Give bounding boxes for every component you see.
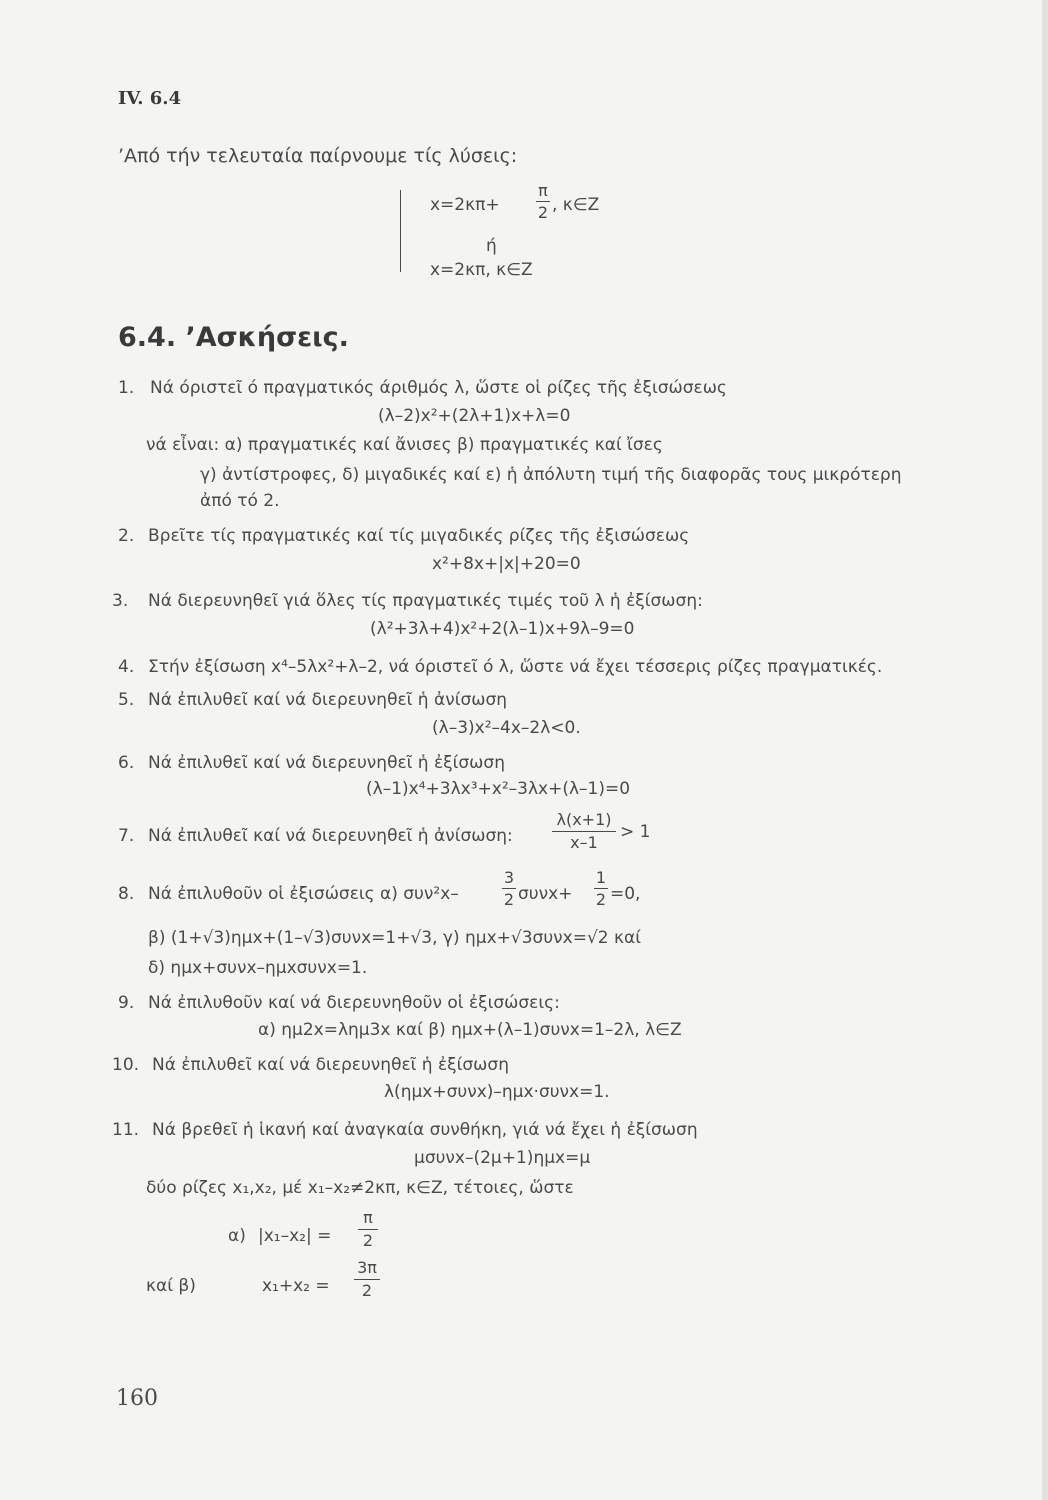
exercise-11-number: 11. [112, 1120, 140, 1140]
exercise-3-text: Νά διερευνηθεῖ γιά ὅλες τίς πραγματικές τιμές τοῦ λ ἡ ἐξίσωση: [148, 591, 703, 611]
exercise-2-text: Βρεῖτε τίς πραγματικές καί τίς μιγαδικές ρίζες τῆς ἐξισώσεως [148, 526, 690, 546]
exercise-1-text: Νά όριστεῖ ό πραγματικός άριθμός λ, ὥστε οἱ ρίζες τῆς ἐξισώσεως [150, 378, 727, 398]
exercise-9-equation: α) ημ2x=λημ3x καί β) ημx+(λ–1)συνx=1–2λ, λ∈Z [258, 1020, 682, 1040]
exercise-10-text: Νά ἐπιλυθεῖ καί νά διερευνηθεῖ ἡ ἐξίσωση [152, 1055, 509, 1075]
exercise-3-number: 3. [112, 591, 129, 611]
exercise-9-number: 9. [118, 993, 135, 1013]
exercise-10-number: 10. [112, 1055, 140, 1075]
exercise-8-end: =0, [610, 884, 641, 904]
solution-suffix-1: , κ∈Z [552, 195, 600, 215]
exercise-2-equation: x²+8x+|x|+20=0 [432, 554, 581, 574]
page-edge-shadow [1042, 0, 1048, 1500]
solution-line-1: x=2κπ+ [430, 195, 500, 215]
exercise-11-b-fraction: 3π 2 [354, 1258, 380, 1300]
exercise-10-equation: λ(ημx+συνx)–ημx·συνx=1. [384, 1082, 610, 1102]
exercise-1-part-3: ἀπό τό 2. [200, 491, 280, 511]
solution-fraction: π 2 [537, 181, 549, 222]
exercise-4-number: 4. [118, 657, 135, 677]
exercise-1-equation: (λ–2)x²+(2λ+1)x+λ=0 [378, 406, 571, 426]
system-bracket [400, 190, 409, 272]
exercise-8-beta: β) (1+√3)ημx+(1–√3)συνx=1+√3, γ) ημx+√3συνx=√2 καί [148, 928, 641, 948]
page-number: 160 [116, 1386, 158, 1411]
section-title: 6.4. ’Ασκήσεις. [118, 322, 349, 353]
exercise-2-number: 2. [118, 526, 135, 546]
exercise-9-text: Νά ἐπιλυθοῦν καί νά διερευνηθοῦν οἱ ἐξισώσεις: [148, 993, 560, 1013]
exercise-5-text: Νά ἐπιλυθεῖ καί νά διερευνηθεῖ ἡ ἀνίσωση [148, 690, 508, 710]
exercise-8-text: Νά ἐπιλυθοῦν οἱ ἐξισώσεις α) συν²x– [148, 884, 459, 904]
exercise-6-text: Νά ἐπιλυθεῖ καί νά διερευνηθεῖ ἡ ἐξίσωση [148, 753, 505, 773]
exercise-11-a-label: α) [228, 1226, 246, 1246]
intro-text: ’Από τήν τελευταία παίρνουμε τίς λύσεις: [118, 145, 518, 167]
exercise-5-equation: (λ–3)x²–4x–2λ<0. [432, 718, 581, 738]
exercise-11-b-lhs: x₁+x₂ = [262, 1276, 330, 1296]
exercise-11-roots: δύο ρίζες x₁,x₂, μέ x₁–x₂≠2κπ, κ∈Z, τέτοιες, ὥστε [146, 1178, 574, 1198]
exercise-5-number: 5. [118, 690, 135, 710]
exercise-11-a-fraction: π 2 [358, 1208, 378, 1250]
exercise-7-fraction: λ(x+1) x–1 [552, 810, 616, 852]
exercise-11-a-lhs: |x₁–x₂| = [258, 1226, 332, 1246]
solution-or: ή [486, 236, 497, 256]
exercise-8-delta: δ) ημx+συνx–ημxσυνx=1. [148, 958, 368, 978]
solution-line-2: x=2κπ, κ∈Z [430, 260, 533, 280]
exercise-11-text: Νά βρεθεῖ ἡ ἱκανή καί ἀναγκαία συνθήκη, γιά νά ἔχει ἡ ἐξίσωση [152, 1120, 698, 1140]
exercise-7-text: Νά ἐπιλυθεῖ καί νά διερευνηθεῖ ἡ ἀνίσωση: [148, 826, 513, 846]
exercise-8-fraction-1: 3 2 [503, 868, 515, 909]
exercise-8-middle: συνx+ [518, 884, 573, 904]
exercise-3-equation: (λ²+3λ+4)x²+2(λ–1)x+9λ–9=0 [370, 619, 635, 639]
exercise-4-text: Στήν ἐξίσωση x⁴–5λx²+λ–2, νά όριστεῖ ό λ, ὥστε νά ἔχει τέσσερις ρίζες πραγματικές. [148, 657, 883, 677]
section-header: IV. 6.4 [118, 88, 182, 109]
exercise-1-number: 1. [118, 378, 135, 398]
exercise-6-equation: (λ–1)x⁴+3λx³+x²–3λx+(λ–1)=0 [366, 779, 631, 799]
exercise-7-rhs: > 1 [620, 822, 651, 842]
exercise-8-number: 8. [118, 884, 135, 904]
exercise-6-number: 6. [118, 753, 135, 773]
exercise-7-number: 7. [118, 826, 135, 846]
exercise-1-part-2: γ) ἀντίστροφες, δ) μιγαδικές καί ε) ἡ ἀπόλυτη τιμή τῆς διαφορᾶς τους μικρότερη [200, 465, 902, 485]
exercise-11-b-label: καί β) [146, 1276, 196, 1296]
exercise-11-equation: μσυνx–(2μ+1)ημx=μ [414, 1148, 591, 1168]
exercise-1-part-1: νά εἶναι: α) πραγματικές καί ἄνισες β) πραγματικές καί ἴσες [146, 435, 663, 455]
exercise-8-fraction-2: 1 2 [595, 868, 607, 909]
